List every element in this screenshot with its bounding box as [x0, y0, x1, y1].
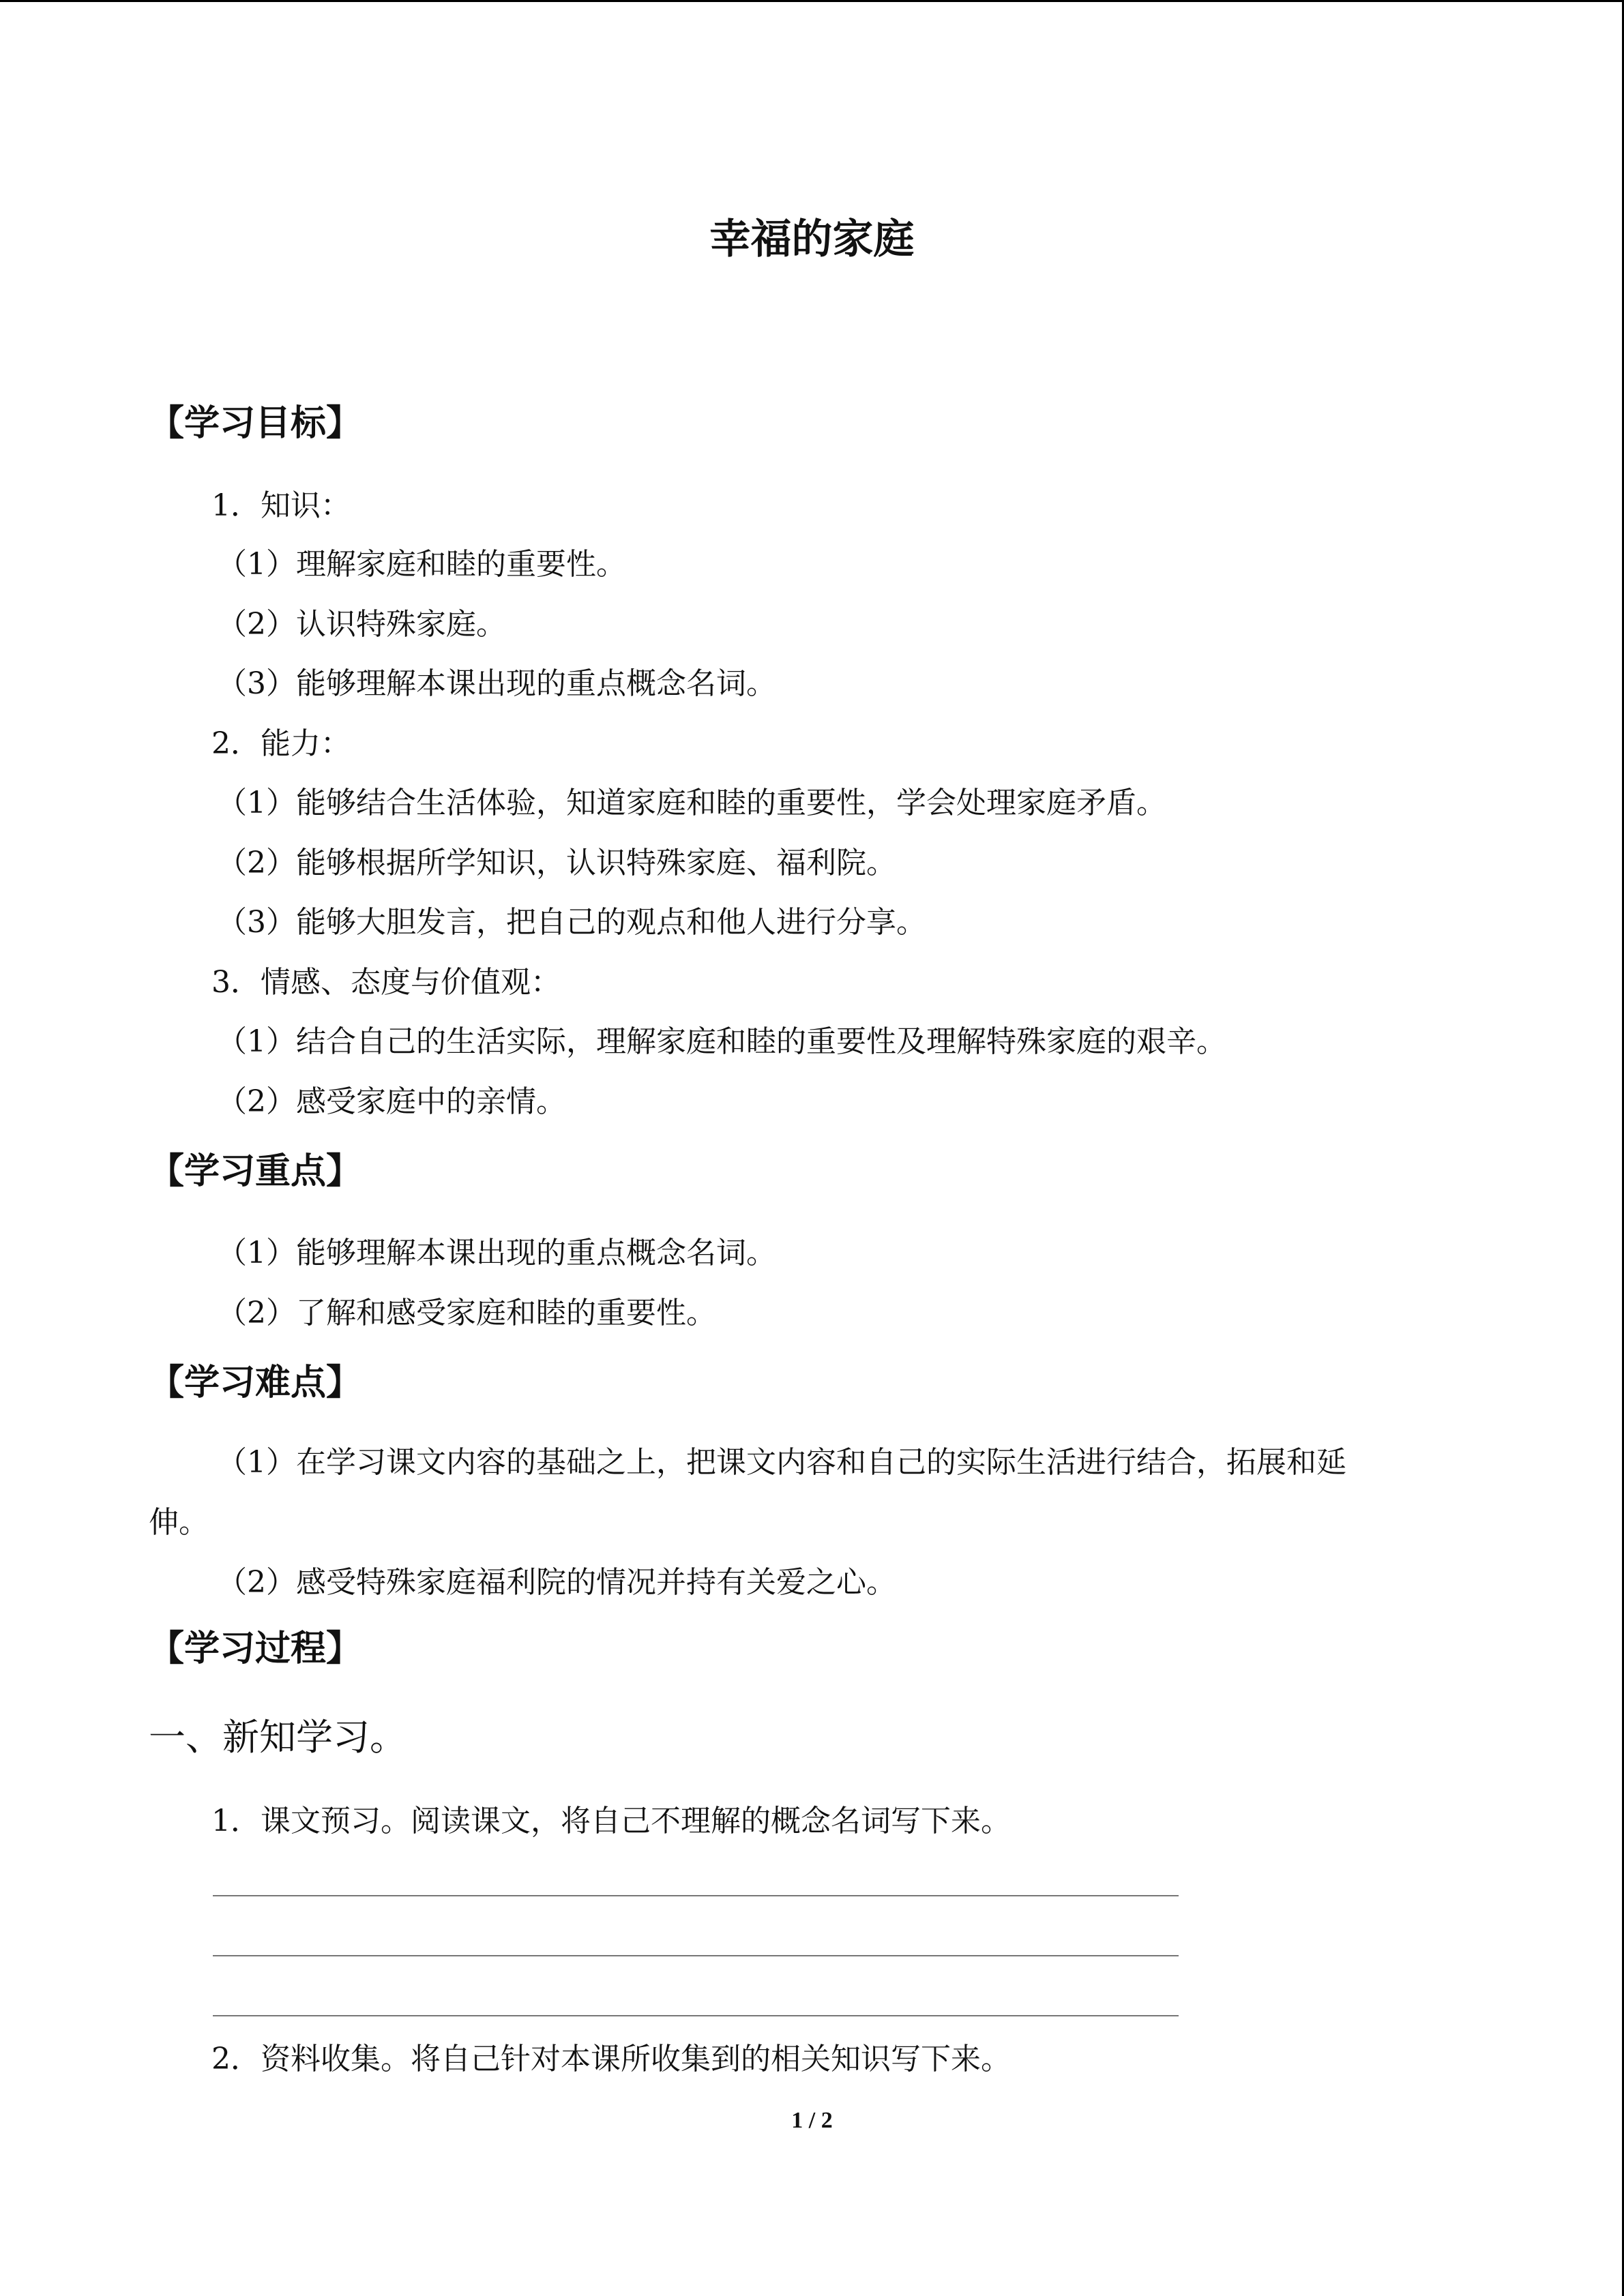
answer-line[interactable] [213, 1895, 1179, 1896]
page-number: 1 / 2 [791, 2108, 833, 2133]
ability-item: （1）能够结合生活体验，知道家庭和睦的重要性，学会处理家庭矛盾。 [217, 786, 1166, 820]
difficulty-item-continuation: 伸。 [149, 1505, 209, 1540]
answer-line[interactable] [213, 1955, 1179, 1956]
emotion-item: （1）结合自己的生活实际，理解家庭和睦的重要性及理解特殊家庭的艰辛。 [217, 1024, 1226, 1059]
page-title: 幸福的家庭 [709, 215, 915, 263]
task-item: 1．课文预习。阅读课文，将自己不理解的概念名词写下来。 [211, 1804, 1011, 1838]
knowledge-item: （2）认识特殊家庭。 [217, 607, 506, 642]
difficulty-item: （1）在学习课文内容的基础之上，把课文内容和自己的实际生活进行结合，拓展和延 [217, 1445, 1346, 1480]
ability-item: （2）能够根据所学知识，认识特殊家庭、福利院。 [217, 846, 896, 880]
emotion-item: （2）感受家庭中的亲情。 [217, 1084, 566, 1119]
part-heading: 一、新知学习。 [149, 1716, 407, 1759]
key-point-item: （1）能够理解本课出现的重点概念名词。 [217, 1236, 776, 1270]
answer-line[interactable] [213, 2015, 1179, 2016]
key-point-item: （2）了解和感受家庭和睦的重要性。 [217, 1296, 716, 1330]
knowledge-item: （3）能够理解本课出现的重点概念名词。 [217, 666, 776, 701]
knowledge-item: （1）理解家庭和睦的重要性。 [217, 547, 626, 582]
task-item: 2．资料收集。将自己针对本课所收集到的相关知识写下来。 [211, 2042, 1011, 2076]
heading-learning-goals: 【学习目标】 [149, 403, 362, 444]
heading-learning-process: 【学习过程】 [149, 1628, 362, 1669]
heading-difficulties: 【学习难点】 [149, 1362, 362, 1403]
ability-item: （3）能够大胆发言，把自己的观点和他人进行分享。 [217, 905, 926, 940]
heading-key-points: 【学习重点】 [149, 1151, 362, 1192]
knowledge-label: 1．知识： [211, 488, 351, 523]
ability-label: 2．能力： [211, 726, 351, 761]
emotion-label: 3．情感、态度与价值观： [211, 965, 561, 1000]
difficulty-item: （2）感受特殊家庭福利院的情况并持有关爱之心。 [217, 1565, 896, 1600]
